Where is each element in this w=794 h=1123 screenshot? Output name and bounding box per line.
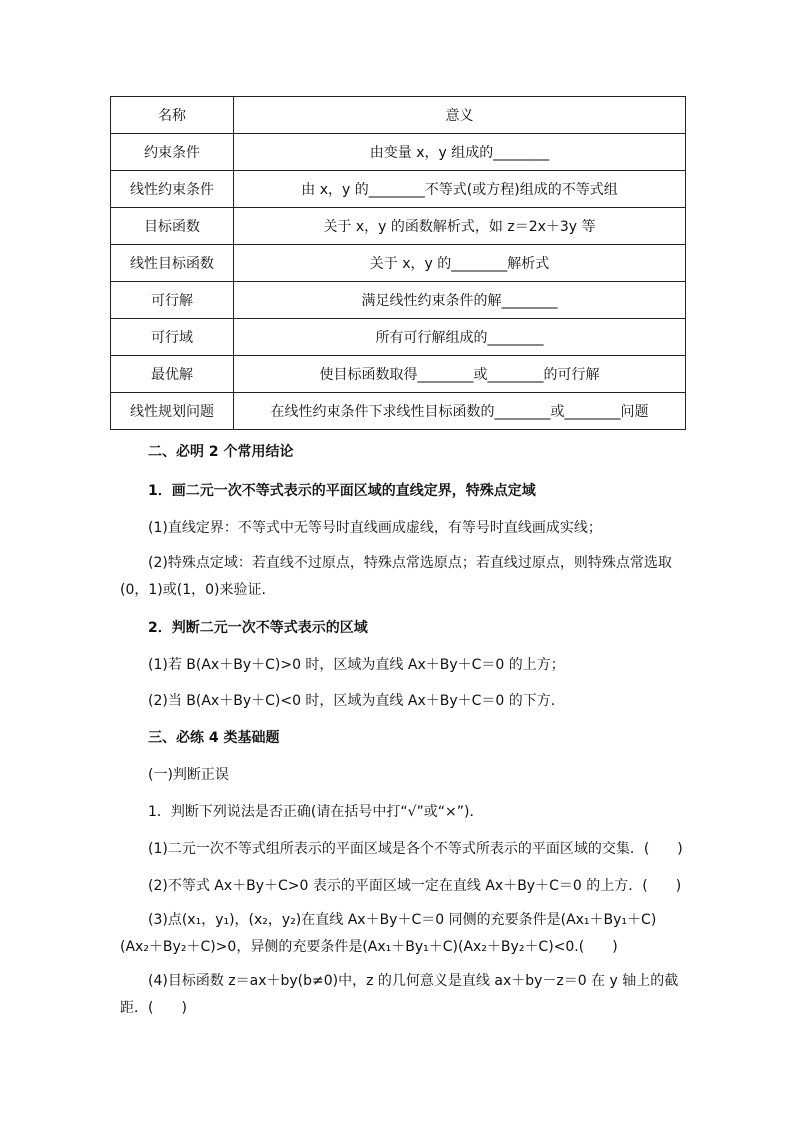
table-row xyxy=(111,356,686,393)
meaning-cell: 由变量 x，y 组成的________ xyxy=(234,134,686,171)
table-row xyxy=(111,208,686,245)
meaning-cell: 满足线性约束条件的解________ xyxy=(234,282,686,319)
table-header-row xyxy=(111,97,686,134)
statement-1: (1)二元一次不等式组所表示的平面区域是各个不等式所表示的平面区域的交集．( ) xyxy=(148,841,683,857)
meaning-cell: 所有可行解组成的________ xyxy=(234,319,686,356)
conclusion-2-part-1: (1)若 B(Ax＋By＋C)>0 时，区域为直线 Ax＋By＋C＝0 的上方； xyxy=(148,657,565,673)
question-1-stem: 1．判断下列说法是否正确(请在括号中打“√”或“×”)． xyxy=(148,804,484,820)
term-cell: 线性目标函数 xyxy=(111,245,234,282)
section-3-heading: 三、必练 4 类基础题 xyxy=(148,730,280,746)
table-row xyxy=(111,282,686,319)
term-cell: 可行域 xyxy=(111,319,234,356)
statement-2: (2)不等式 Ax＋By＋C>0 表示的平面区域一定在直线 Ax＋By＋C＝0 的上方．( ) xyxy=(148,878,682,894)
definition-table xyxy=(110,96,686,430)
meaning-cell: 在线性约束条件下求线性目标函数的________或________问题 xyxy=(234,393,686,430)
term-cell: 可行解 xyxy=(111,282,234,319)
header-name: 名称 xyxy=(111,97,234,134)
table-row xyxy=(111,393,686,430)
meaning-cell: 关于 x，y 的函数解析式，如 z＝2x＋3y 等 xyxy=(234,208,686,245)
statement-4: (4)目标函数 z＝ax＋by(b≠0)中，z 的几何意义是直线 ax＋by－z＝0 在 y 轴上的截距．( ) xyxy=(120,973,679,1016)
header-meaning: 意义 xyxy=(234,97,686,134)
meaning-cell: 由 x，y 的________不等式(或方程)组成的不等式组 xyxy=(234,171,686,208)
term-cell: 最优解 xyxy=(111,356,234,393)
subsection-title: (一)判断正误 xyxy=(148,767,229,783)
term-cell: 目标函数 xyxy=(111,208,234,245)
table-row xyxy=(111,245,686,282)
conclusion-1-part-2: (2)特殊点定域：若直线不过原点，特殊点常选原点；若直线过原点，则特殊点常选取(0，1)或(1，0)来验证． xyxy=(120,555,672,598)
term-cell: 约束条件 xyxy=(111,134,234,171)
conclusion-2-title: 2．判断二元一次不等式表示的区域 xyxy=(148,620,368,636)
table-row xyxy=(111,319,686,356)
table-row xyxy=(111,134,686,171)
conclusion-1-title: 1．画二元一次不等式表示的平面区域的直线定界，特殊点定域 xyxy=(148,483,536,499)
term-cell: 线性规划问题 xyxy=(111,393,234,430)
table-row xyxy=(111,171,686,208)
conclusion-1-part-1: (1)直线定界：不等式中无等号时直线画成虚线，有等号时直线画成实线； xyxy=(148,520,602,536)
term-cell: 线性约束条件 xyxy=(111,171,234,208)
section-2-heading: 二、必明 2 个常用结论 xyxy=(148,444,294,460)
statement-3: (3)点(x₁，y₁)，(x₂，y₂)在直线 Ax＋By＋C＝0 同侧的充要条件是(Ax₁＋By₁＋C)(Ax₂＋By₂＋C)>0，异侧的充要条件是(Ax₁＋By₁＋C)(Ax₂＋By₂＋C)<0.( ) xyxy=(120,912,657,955)
meaning-cell: 关于 x，y 的________解析式 xyxy=(234,245,686,282)
meaning-cell: 使目标函数取得________或________的可行解 xyxy=(234,356,686,393)
conclusion-2-part-2: (2)当 B(Ax＋By＋C)<0 时，区域为直线 Ax＋By＋C＝0 的下方． xyxy=(148,693,565,709)
